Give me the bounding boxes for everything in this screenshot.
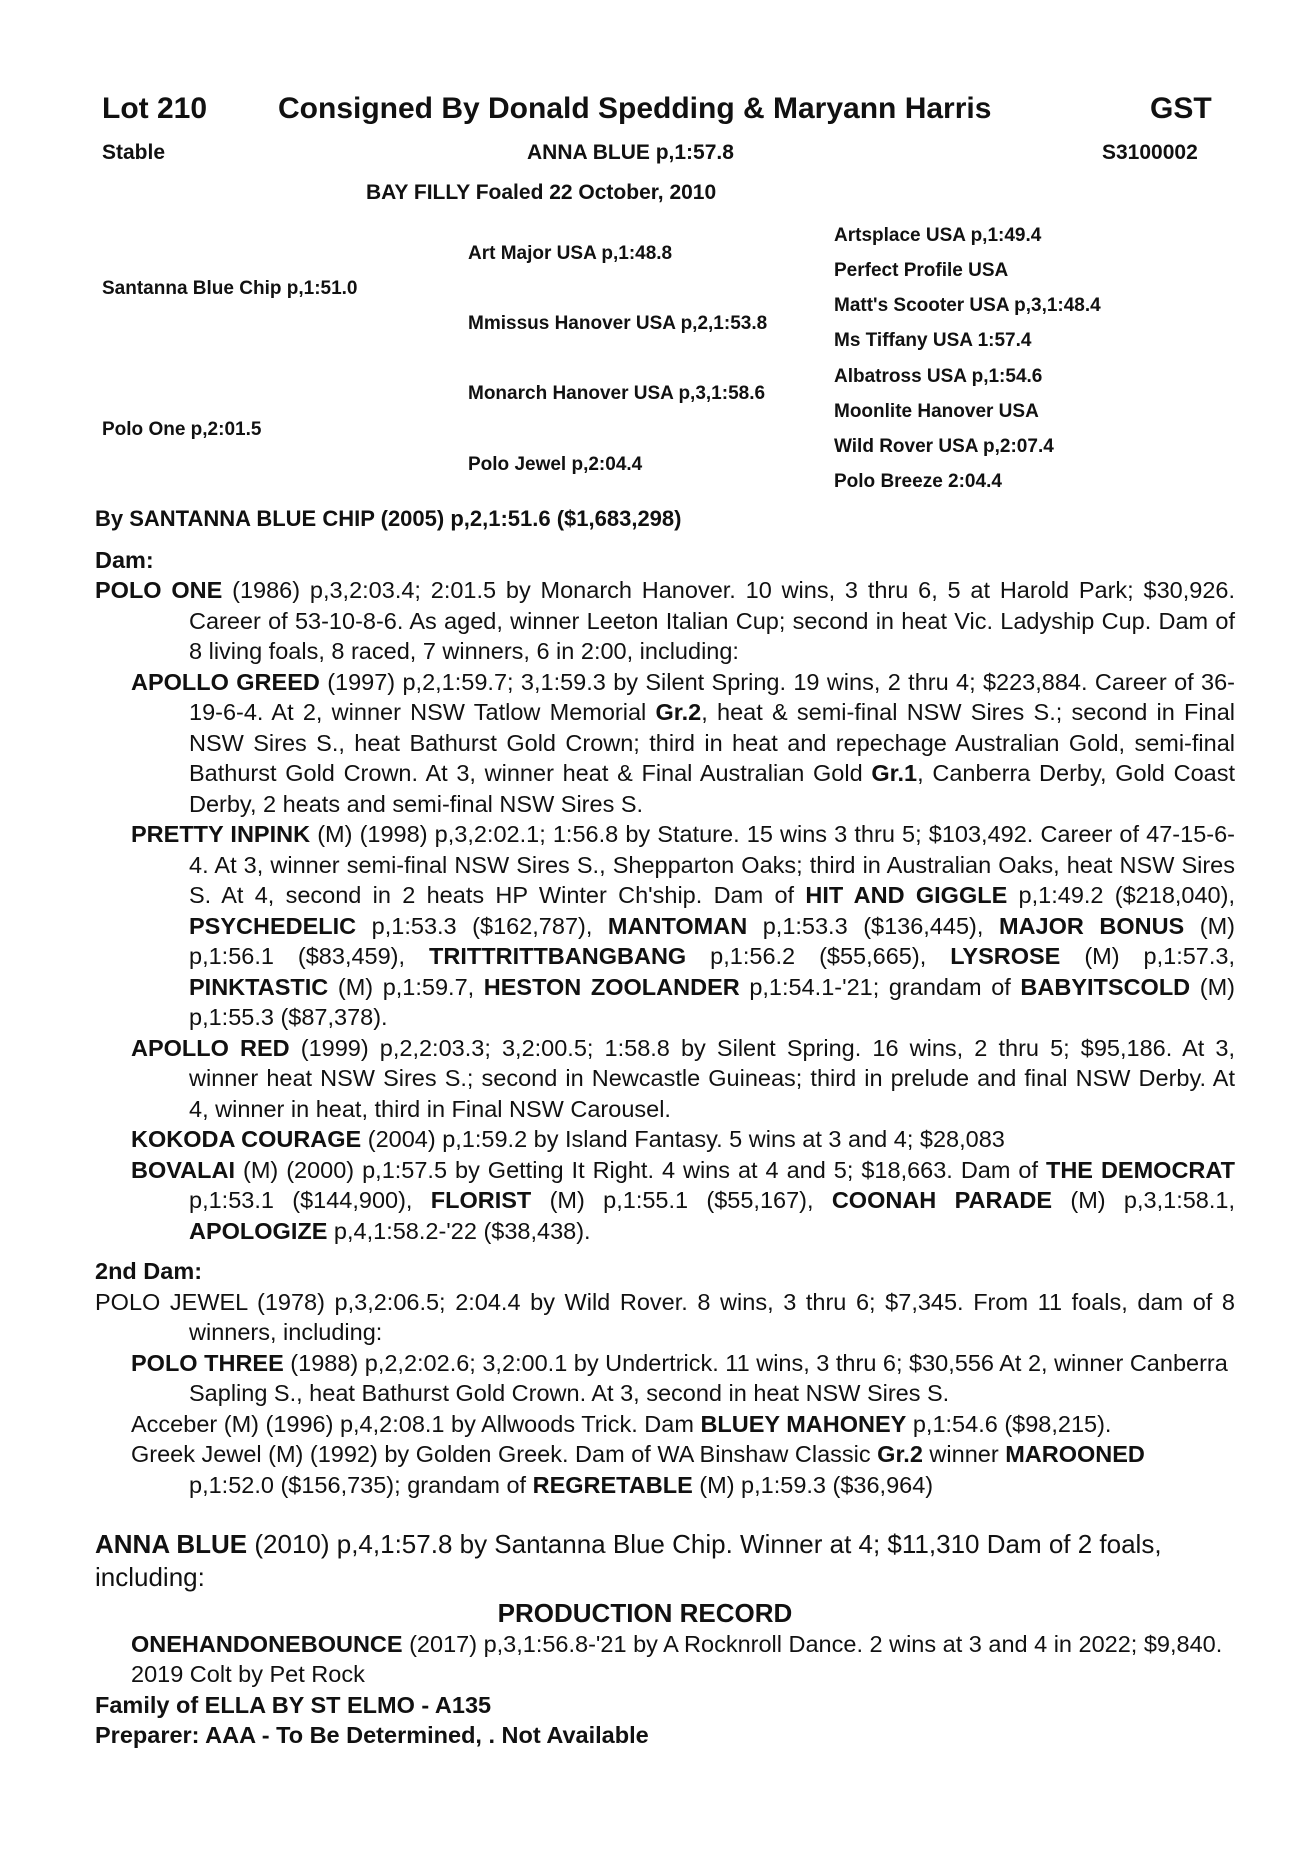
pedigree-gen2: Art Major USA p,1:48.8 <box>468 243 673 264</box>
second-dam-paragraph: POLO JEWEL (1978) p,3,2:06.5; 2:04.4 by Wild Rover. 8 wins, 3 thru 6; $7,345. From 11 foals, dam of 8 winners, including: <box>95 1288 1235 1345</box>
progeny-acceber: Acceber (M) (1996) p,4,2:08.1 by Allwoods Trick. Dam BLUEY MAHONEY p,1:54.6 ($98,215). <box>131 1410 1112 1437</box>
pedigree-sire: Santanna Blue Chip p,1:51.0 <box>102 278 358 299</box>
progeny-apollo-red: APOLLO RED (1999) p,2,2:03.3; 3,2:00.5; 1:58.8 by Silent Spring. 16 wins, 2 thru 5; $95,186. At 3, winner heat NSW Sires S.; second in Newcastle Guineas; third in prelude and final NSW Derby. At 4, winner in heat, third in Final NSW Carousel. <box>131 1034 1235 1122</box>
production-item: ONEHANDONEBOUNCE (2017) p,3,1:56.8-'21 by A Rocknroll Dance. 2 wins at 3 and 4 in 2022; $9,840. <box>131 1630 1223 1657</box>
second-dam-label: 2nd Dam: <box>95 1258 203 1284</box>
horse-title: ANNA BLUE p,1:57.8 <box>527 141 734 164</box>
horse-id: S3100002 <box>1102 141 1198 164</box>
anna-blue-paragraph: ANNA BLUE (2010) p,4,1:57.8 by Santanna Blue Chip. Winner at 4; $11,310 Dam of 2 foals, including: <box>95 1529 1162 1592</box>
production-item: 2019 Colt by Pet Rock <box>131 1661 365 1687</box>
pedigree-gen3: Artsplace USA p,1:49.4 <box>834 225 1042 246</box>
pedigree-gen3: Ms Tiffany USA 1:57.4 <box>834 330 1032 351</box>
production-record-title: PRODUCTION RECORD <box>497 1598 793 1628</box>
pedigree-gen2: Polo Jewel p,2:04.4 <box>468 454 643 475</box>
location: Stable <box>102 141 166 164</box>
dam-label: Dam: <box>95 546 154 573</box>
lot-number: Lot 210 <box>102 92 208 125</box>
pedigree-gen3: Matt's Scooter USA p,3,1:48.4 <box>834 295 1101 316</box>
dam-name: POLO ONE <box>95 577 223 603</box>
progeny-kokoda-courage: KOKODA COURAGE (2004) p,1:59.2 by Island Fantasy. 5 wins at 3 and 4; $28,083 <box>131 1126 1005 1152</box>
consignor: Consigned By Donald Spedding & Maryann Harris <box>278 92 992 125</box>
pedigree-gen2: Monarch Hanover USA p,3,1:58.6 <box>468 383 766 404</box>
pedigree-gen2: Mmissus Hanover USA p,2,1:53.8 <box>468 313 768 334</box>
progeny-bovalai: BOVALAI (M) (2000) p,1:57.5 by Getting It Right. 4 wins at 4 and 5; $18,663. Dam of THE DEMOCRAT p,1:53.1 ($144,900), FLORIST (M) p,1:55.1 ($55,167), COONAH PARADE (M) p,3,1:58.1, APOLOGIZE p,4,1:58.2-'22 ($38,438). <box>131 1156 1235 1244</box>
pedigree-gen3: Albatross USA p,1:54.6 <box>834 366 1043 387</box>
pedigree-gen3: Perfect Profile USA <box>834 260 1009 281</box>
family-line: Family of ELLA BY ST ELMO - A135 <box>95 1691 492 1718</box>
progeny-greek-jewel: Greek Jewel (M) (1992) by Golden Greek. Dam of WA Binshaw Classic Gr.2 winner MAROONED p,1:52.0 ($156,735); grandam of REGRETABLE (M) p,1:59.3 ($36,964) <box>131 1441 1145 1498</box>
pedigree-gen3: Wild Rover USA p,2:07.4 <box>834 436 1054 457</box>
preparer-line: Preparer: AAA - To Be Determined, . Not Available <box>95 1722 649 1748</box>
catalogue-body <box>95 504 1235 1751</box>
foaled-line: BAY FILLY Foaled 22 October, 2010 <box>366 181 717 204</box>
pedigree-gen3: Polo Breeze 2:04.4 <box>834 471 1002 492</box>
progeny-polo-three: POLO THREE (1988) p,2,2:02.6; 3,2:00.1 by Undertrick. 11 wins, 3 thru 6; $30,556 At 2, winner Canberra Sapling S., heat Bathurst Gold Crown. At 3, second in heat NSW Sires S. <box>131 1349 1228 1406</box>
code: GST <box>1150 92 1212 125</box>
dam-paragraph: POLO ONE (1986) p,3,2:03.4; 2:01.5 by Monarch Hanover. 10 wins, 3 thru 6, 5 at Harold Park; $30,926. Career of 53-10-8-6. As aged, winner Leeton Italian Cup; second in heat Vic. Ladyship Cup. Dam of 8 living foals, 8 raced, 7 winners, 6 in 2:00, including: <box>95 577 1235 664</box>
sire-line: By SANTANNA BLUE CHIP (2005) p,2,1:51.6 ($1,683,298) <box>95 506 682 531</box>
progeny-apollo-greed: APOLLO GREED (1997) p,2,1:59.7; 3,1:59.3 by Silent Spring. 19 wins, 2 thru 4; $223,884. Career of 36-19-6-4. At 2, winner NSW Tatlow Memorial Gr.2, heat & semi-final NSW Sires S.; second in Final NSW Sires S., heat Bathurst Gold Crown; third in heat and repechage Australian Gold, semi-final Bathurst Gold Crown. At 3, winner heat & Final Australian Gold Gr.1, Canberra Derby, Gold Coast Derby, 2 heats and semi-final NSW Sires S. <box>131 668 1235 817</box>
progeny-pretty-inpink: PRETTY INPINK (M) (1998) p,3,2:02.1; 1:56.8 by Stature. 15 wins 3 thru 5; $103,492. Career of 47-15-6-4. At 3, winner semi-final NSW Sires S., Shepparton Oaks; third in Australian Oaks, heat NSW Sires S. At 4, second in 2 heats HP Winter Ch'ship. Dam of HIT AND GIGGLE p,1:49.2 ($218,040), PSYCHEDELIC p,1:53.3 ($162,787), MANTOMAN p,1:53.3 ($136,445), MAJOR BONUS (M) p,1:56.1 ($83,459), TRITTRITTBANGBANG p,1:56.2 ($55,665), LYSROSE (M) p,1:57.3, PINKTASTIC (M) p,1:59.7, HESTON ZOOLANDER p,1:54.1-'21; grandam of BABYITSCOLD (M) p,1:55.3 ($87,378). <box>131 821 1236 1030</box>
pedigree-gen3: Moonlite Hanover USA <box>834 401 1039 422</box>
pedigree-dam: Polo One p,2:01.5 <box>102 419 262 440</box>
